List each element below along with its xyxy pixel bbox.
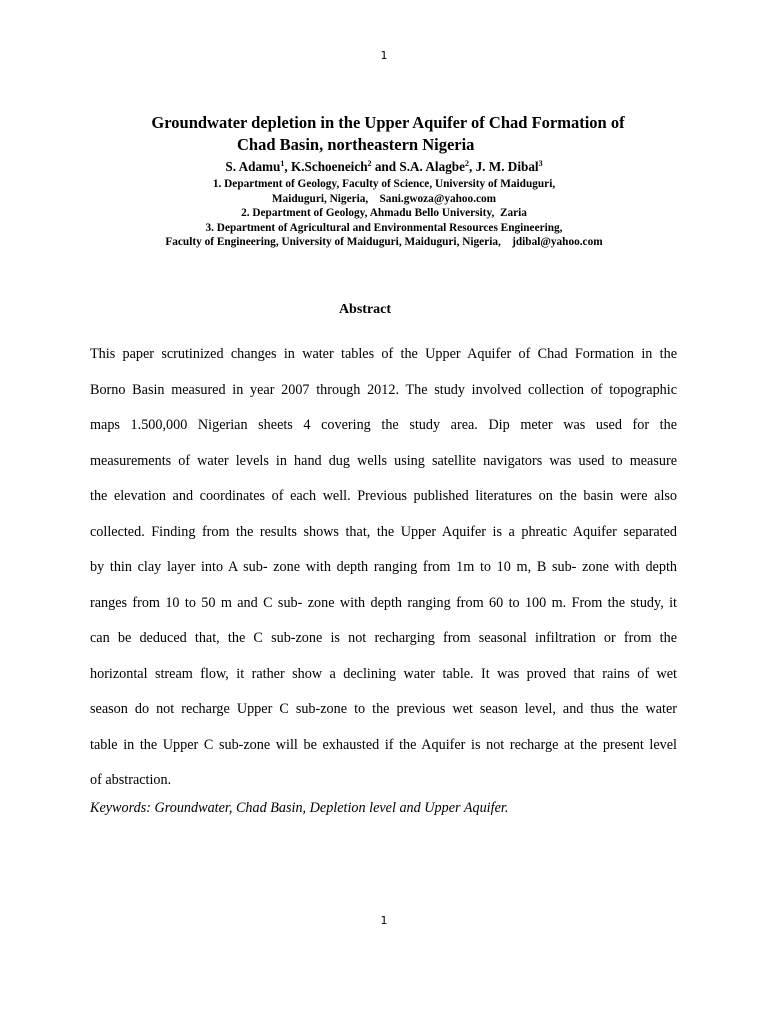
- abstract-line: by thin clay layer into A sub- zone with depth ranging from 1m to 10 m, B sub- zone with depth: [90, 559, 677, 575]
- affiliation-line: 3. Department of Agricultural and Environmental Resources Engineering,: [205, 221, 563, 234]
- abstract-line: collected. Finding from the results shows that, the Upper Aquifer is a phreatic Aquifer separated: [90, 523, 677, 540]
- paper-title: [120, 112, 656, 156]
- abstract-line: measurements of water levels in hand dug wells using satellite navigators was used to measure: [90, 452, 677, 469]
- author-affiliation-mark: 3: [538, 159, 543, 168]
- abstract-line: can be deduced that, the C sub-zone is not recharging from seasonal infiltration or from the: [90, 630, 677, 646]
- abstract-line: table in the Upper C sub-zone will be exhausted if the Aquifer is not recharge at the present level: [90, 736, 677, 753]
- abstract-line: horizontal stream flow, it rather show a declining water table. It was proved that rains of wet: [90, 665, 677, 682]
- page-number-top: 1: [380, 49, 388, 62]
- abstract-line: maps 1.500,000 Nigerian sheets 4 covering the study area. Dip meter was used for the: [90, 417, 677, 433]
- abstract-heading: Abstract: [338, 302, 392, 317]
- author-name: , J. M. Dibal: [468, 159, 539, 174]
- abstract-line: This paper scrutinized changes in water tables of the Upper Aquifer of Chad Formation in the: [90, 346, 677, 362]
- abstract-line: ranges from 10 to 50 m and C sub- zone with depth ranging from 60 to 100 m. From the study, it: [90, 594, 677, 611]
- abstract-line: of abstraction.: [90, 772, 172, 788]
- author-name: , K.Schoeneich: [284, 159, 368, 174]
- author-name: S. Adamu: [225, 159, 281, 174]
- author-affiliation-mark: 2: [367, 159, 372, 168]
- affiliation-line: Maiduguri, Nigeria, Sani.gwoza@yahoo.com: [271, 192, 497, 205]
- affiliation-line: 2. Department of Geology, Ahmadu Bello University, Zaria: [241, 207, 527, 220]
- abstract-line: the elevation and coordinates of each well. Previous published literatures on the basin were also: [90, 488, 677, 504]
- affiliation-line: Faculty of Engineering, University of Maiduguri, Maiduguri, Nigeria, jdibal@yahoo.com: [165, 236, 603, 249]
- author-name: and S.A. Alagbe: [371, 159, 465, 174]
- paper-title-line-1: Groundwater depletion in the Upper Aquifer of Chad Formation of: [151, 113, 625, 132]
- author-affiliation-mark: 1: [280, 159, 285, 168]
- paper-title-line-2: Chad Basin, northeastern Nigeria: [237, 135, 475, 154]
- keywords: Keywords: Groundwater, Chad Basin, Depletion level and Upper Aquifer.: [90, 800, 509, 816]
- abstract-line: Borno Basin measured in year 2007 through 2012. The study involved collection of topographic: [90, 381, 677, 398]
- author-list: [0, 158, 768, 175]
- abstract-line: season do not recharge Upper C sub-zone to the previous wet season level, and thus the water: [90, 701, 677, 717]
- page-number-bottom: 1: [380, 914, 388, 927]
- author-affiliation-mark: 2: [464, 159, 469, 168]
- affiliations: [0, 177, 768, 250]
- affiliation-line: 1. Department of Geology, Faculty of Science, University of Maiduguri,: [212, 178, 556, 190]
- abstract-body: [90, 337, 677, 799]
